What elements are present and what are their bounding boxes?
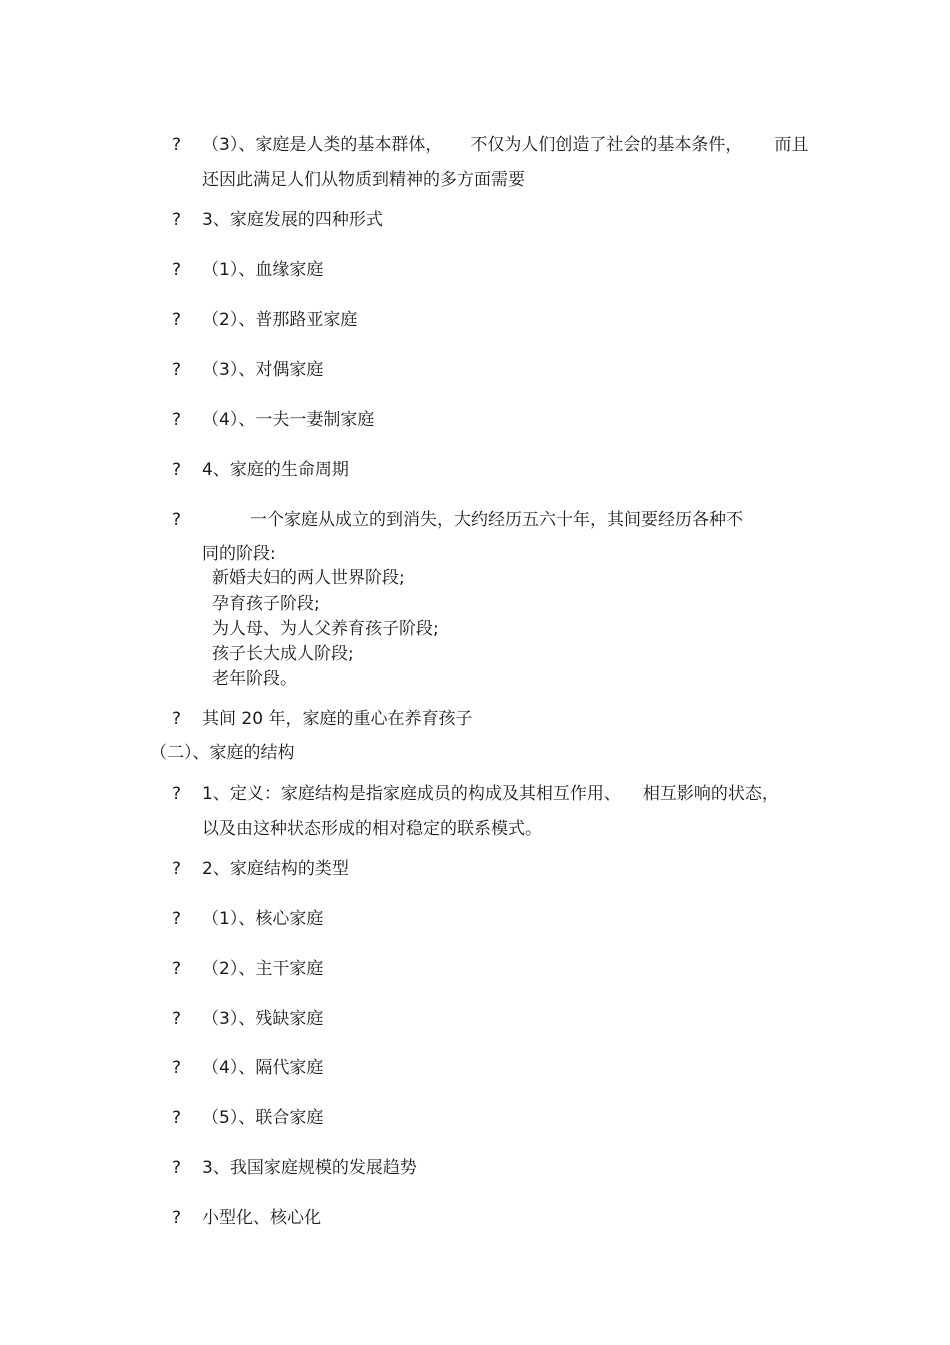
- list-item: （4）、隔代家庭: [202, 1058, 324, 1078]
- list-item: 4、家庭的生命周期: [202, 460, 349, 480]
- bullet-marker: ?: [172, 1108, 182, 1128]
- list-item: （2）、普那路亚家庭: [202, 310, 358, 330]
- stage-line: 为人母、为人父养育孩子阶段;: [212, 619, 439, 639]
- stage-line: 孩子长大成人阶段;: [212, 644, 354, 664]
- text-segment: 而且: [774, 135, 809, 155]
- paragraph-line: 以及由这种状态形成的相对稳定的联系模式。: [202, 819, 542, 839]
- list-item: （4）、一夫一妻制家庭: [202, 410, 375, 430]
- paragraph-line: [202, 133, 808, 157]
- bullet-marker: ?: [172, 1009, 182, 1029]
- list-item: 小型化、核心化: [202, 1208, 321, 1228]
- list-item: （3）、对偶家庭: [202, 360, 324, 380]
- paragraph-line: [202, 782, 779, 806]
- list-item: （5）、联合家庭: [202, 1108, 324, 1128]
- stage-line: 新婚夫妇的两人世界阶段;: [212, 568, 405, 588]
- stage-line: 老年阶段。: [212, 669, 297, 689]
- bullet-marker: ?: [172, 135, 182, 155]
- list-item: 3、家庭发展的四种形式: [202, 210, 383, 230]
- stage-line: 孕育孩子阶段;: [212, 594, 320, 614]
- paragraph-line: 同的阶段:: [202, 544, 276, 564]
- text-segment: 1、定义：家庭结构是指家庭成员的构成及其相互作用、: [202, 784, 621, 804]
- bullet-marker: ?: [172, 859, 182, 879]
- bullet-marker: ?: [172, 709, 182, 729]
- bullet-marker: ?: [172, 959, 182, 979]
- bullet-marker: ?: [172, 410, 182, 430]
- text-segment: （3）、家庭是人类的基本群体，: [202, 135, 443, 155]
- bullet-marker: ?: [172, 1158, 182, 1178]
- bullet-marker: ?: [172, 909, 182, 929]
- bullet-marker: ?: [172, 510, 182, 530]
- list-item: 2、家庭结构的类型: [202, 859, 349, 879]
- list-item: （1）、血缘家庭: [202, 260, 324, 280]
- bullet-marker: ?: [172, 784, 182, 804]
- list-item: （3）、残缺家庭: [202, 1009, 324, 1029]
- bullet-marker: ?: [172, 1208, 182, 1228]
- bullet-marker: ?: [172, 1058, 182, 1078]
- section-heading: （二）、家庭的结构: [150, 743, 295, 763]
- list-item: （1）、核心家庭: [202, 909, 324, 929]
- list-item: 其间 20 年，家庭的重心在养育孩子: [202, 709, 473, 729]
- paragraph-line: 一个家庭从成立的到消失，大约经历五六十年，其间要经历各种不: [250, 510, 743, 530]
- text-segment: 相互影响的状态，: [642, 784, 779, 804]
- bullet-marker: ?: [172, 360, 182, 380]
- bullet-marker: ?: [172, 210, 182, 230]
- bullet-marker: ?: [172, 310, 182, 330]
- list-item: 3、我国家庭规模的发展趋势: [202, 1158, 417, 1178]
- list-item: （2）、主干家庭: [202, 959, 324, 979]
- paragraph-line: 还因此满足人们从物质到精神的多方面需要: [202, 170, 525, 190]
- text-segment: 不仅为人们创造了社会的基本条件，: [470, 135, 743, 155]
- bullet-marker: ?: [172, 460, 182, 480]
- bullet-marker: ?: [172, 260, 182, 280]
